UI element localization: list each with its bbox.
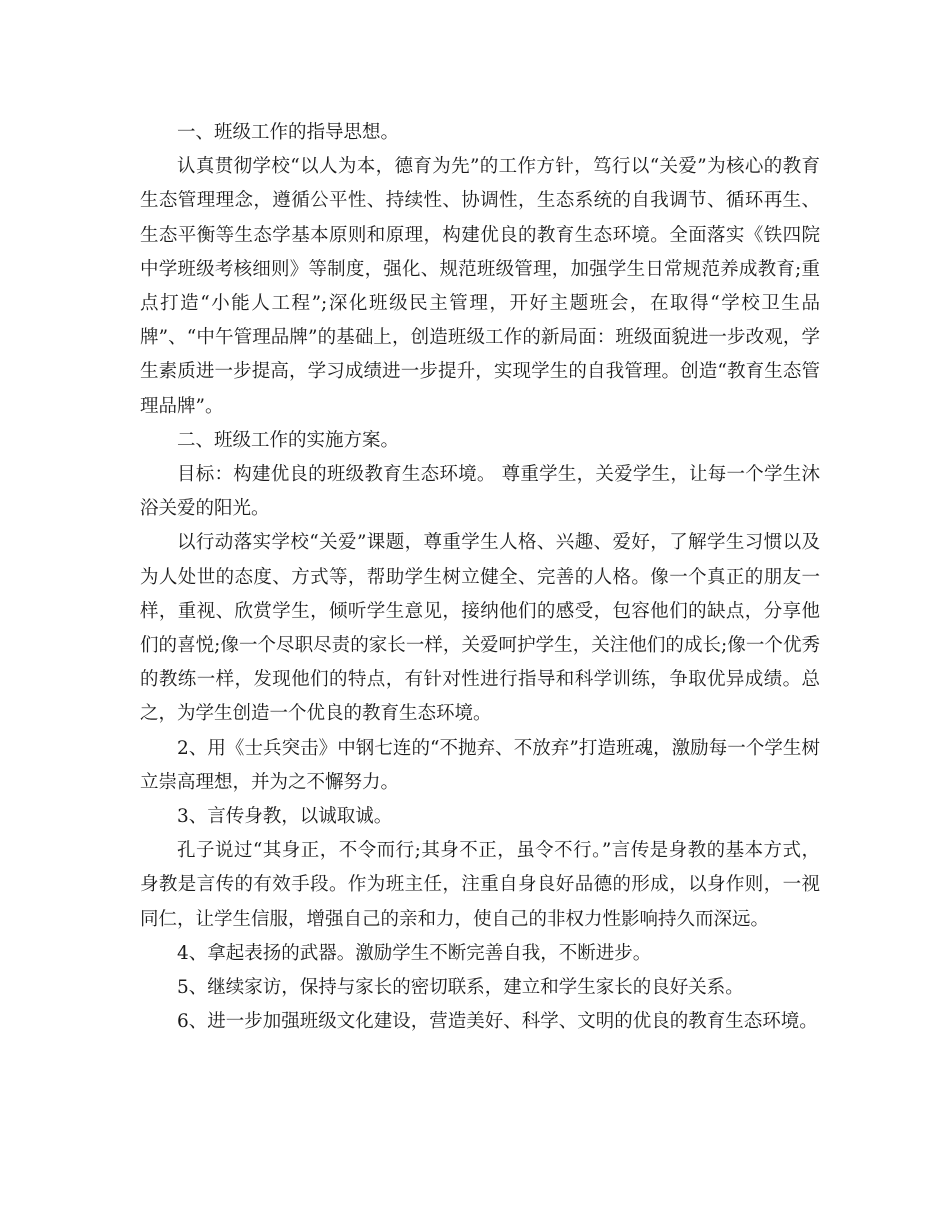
- document-body: [140, 116, 820, 1039]
- list-item-3: 3、言传身教，以诚取诚。: [177, 806, 393, 828]
- list-item-6: 6、进一步加强班级文化建设，营造美好、科学、文明的优良的教育生态环境。: [177, 1011, 818, 1033]
- list-item-2: 2、用《士兵突击》中钢七连的“不抛弃、不放弃”打造班魂，激励每一个学生树立崇高理想，并为之不懈努力。: [140, 737, 820, 793]
- section-heading-implementation: 二、班级工作的实施方案。: [177, 429, 400, 451]
- paragraph-care-action: 以行动落实学校“关爱”课题，尊重学生人格、兴趣、爱好，了解学生习惯以及为人处世的态度、方式等，帮助学生树立健全、完善的人格。像一个真正的朋友一样，重视、欣赏学生，倾听学生意见，接纳他们的感受，包容他们的缺点，分享他们的喜悦;像一个尽职尽责的家长一样，关爱呵护学生，关注他们的成长;像一个优秀的教练一样，发现他们的特点，有针对性进行指导和科学训练，争取优异成绩。总之，为学生创造一个优良的教育生态环境。: [140, 532, 820, 725]
- section-heading-guiding-thought: 一、班级工作的指导思想。: [177, 122, 400, 143]
- list-item-5: 5、继续家访，保持与家长的密切联系，建立和学生家长的良好关系。: [177, 977, 744, 999]
- paragraph-guiding-thought: 认真贯彻学校“以人为本，德育为先”的工作方针，笃行以“关爱”为核心的教育生态管理理念，遵循公平性、持续性、协调性，生态系统的自我调节、循环再生、生态平衡等生态学基本原则和原理，构建优良的教育生态环境。全面落实《铁四院中学班级考核细则》等制度，强化、规范班级管理，加强学生日常规范养成教育;重点打造“小能人工程”;深化班级民主管理，开好主题班会，在取得“学校卫生品牌”、“中午管理品牌”的基础上，创造班级工作的新局面：班级面貌进一步改观，学生素质进一步提高，学习成绩进一步提升，实现学生的自我管理。创造“教育生态管理品牌”。: [140, 156, 820, 417]
- paragraph-goal: 目标：构建优良的班级教育生态环境。 尊重学生，关爱学生，让每一个学生沐浴关爱的阳光。: [140, 464, 820, 520]
- paragraph-confucius: 孔子说过“其身正，不令而行;其身不正，虽令不行。”言传是身教的基本方式，身教是言传的有效手段。作为班主任，注重自身良好品德的形成，以身作则，一视同仁，让学生信服，增强自己的亲和力，使自己的非权力性影响持久而深远。: [140, 840, 820, 930]
- list-item-4: 4、拿起表扬的武器。激励学生不断完善自我，不断进步。: [177, 942, 652, 964]
